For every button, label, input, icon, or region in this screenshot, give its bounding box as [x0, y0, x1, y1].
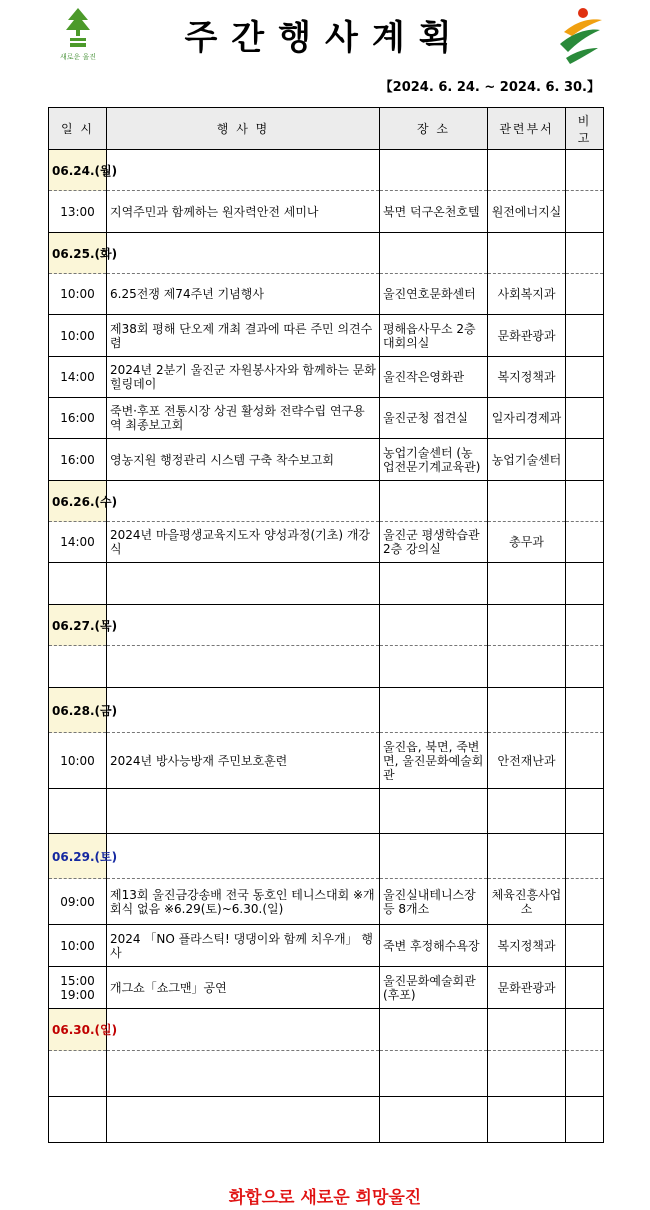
column-header: 관련부서: [488, 108, 566, 150]
note-cell: [566, 925, 604, 967]
event-row: [49, 398, 604, 439]
event-name-cell: 영농지원 행정관리 시스템 구축 착수보고회: [107, 439, 380, 481]
department-cell: 문화관광과: [488, 315, 566, 357]
empty-cell: [488, 688, 566, 733]
note-cell: [566, 398, 604, 439]
date-cell: 06.25.(화): [49, 233, 107, 274]
date-cell: 06.30.(일): [49, 1009, 107, 1051]
time-cell: 16:00: [49, 398, 107, 439]
schedule-period: 【2024. 6. 24. ~ 2024. 6. 30.】: [379, 80, 600, 95]
event-row: [49, 439, 604, 481]
empty-cell: [380, 481, 488, 522]
column-header: 장 소: [380, 108, 488, 150]
note-cell: [566, 274, 604, 315]
empty-cell: [107, 688, 380, 733]
event-name-cell: [107, 563, 380, 605]
logo-slogan: 새로운 울진: [59, 53, 97, 61]
event-name-cell: [107, 646, 380, 688]
column-header: 행 사 명: [107, 108, 380, 150]
note-cell: [566, 357, 604, 398]
table-header-row: [49, 108, 604, 150]
note-cell: [566, 1097, 604, 1143]
footer-slogan: 화합으로 새로운 희망울진: [228, 1188, 422, 1208]
date-row: [49, 834, 604, 879]
department-cell: [488, 789, 566, 834]
empty-cell: [488, 233, 566, 274]
department-cell: 원전에너지실: [488, 191, 566, 233]
place-cell: 울진읍, 북면, 죽변면, 울진문화예술회관: [380, 733, 488, 789]
event-name-cell: 지역주민과 함께하는 원자력안전 세미나: [107, 191, 380, 233]
note-cell: [566, 315, 604, 357]
symbol-mark-icon: [556, 6, 606, 64]
place-cell: [380, 789, 488, 834]
empty-cell: [566, 481, 604, 522]
time-cell: [49, 646, 107, 688]
note-cell: [566, 733, 604, 789]
time-cell: [49, 1051, 107, 1097]
date-row: [49, 605, 604, 646]
time-cell: [49, 563, 107, 605]
event-row: [49, 733, 604, 789]
date-row: [49, 1009, 604, 1051]
department-cell: 총무과: [488, 522, 566, 563]
empty-cell: [566, 688, 604, 733]
place-cell: [380, 1051, 488, 1097]
empty-cell: [107, 605, 380, 646]
event-row: [49, 563, 604, 605]
empty-cell: [488, 1009, 566, 1051]
event-row: [49, 274, 604, 315]
event-name-cell: 개그쇼「쇼그맨」공연: [107, 967, 380, 1009]
event-name-cell: 2024년 마을평생교육지도자 양성과정(기초) 개강식: [107, 522, 380, 563]
department-cell: [488, 646, 566, 688]
time-cell: 10:00: [49, 315, 107, 357]
department-cell: [488, 1051, 566, 1097]
place-cell: 죽변 후정해수욕장: [380, 925, 488, 967]
empty-cell: [488, 834, 566, 879]
note-cell: [566, 522, 604, 563]
place-cell: 북면 덕구온천호텔: [380, 191, 488, 233]
place-cell: 울진군 평생학습관 2층 강의실: [380, 522, 488, 563]
department-cell: 안전재난과: [488, 733, 566, 789]
event-name-cell: 6.25전쟁 제74주년 기념행사: [107, 274, 380, 315]
date-row: [49, 481, 604, 522]
date-row: [49, 233, 604, 274]
place-cell: 울진작은영화관: [380, 357, 488, 398]
empty-cell: [107, 481, 380, 522]
empty-cell: [566, 233, 604, 274]
empty-cell: [380, 150, 488, 191]
empty-cell: [380, 1009, 488, 1051]
empty-cell: [107, 1009, 380, 1051]
note-cell: [566, 1051, 604, 1097]
note-cell: [566, 879, 604, 925]
time-cell: 13:00: [49, 191, 107, 233]
empty-cell: [488, 605, 566, 646]
empty-cell: [488, 481, 566, 522]
event-row: [49, 967, 604, 1009]
note-cell: [566, 967, 604, 1009]
empty-cell: [107, 834, 380, 879]
empty-cell: [566, 605, 604, 646]
place-cell: [380, 646, 488, 688]
department-cell: 복지정책과: [488, 357, 566, 398]
event-row: [49, 789, 604, 834]
event-row: [49, 1097, 604, 1143]
county-symbol-right: [556, 6, 606, 64]
date-row: [49, 150, 604, 191]
time-cell: 10:00: [49, 733, 107, 789]
empty-cell: [380, 233, 488, 274]
date-cell: 06.26.(수): [49, 481, 107, 522]
time-cell: [49, 1097, 107, 1143]
event-row: [49, 357, 604, 398]
note-cell: [566, 646, 604, 688]
note-cell: [566, 789, 604, 834]
time-cell: [49, 789, 107, 834]
event-name-cell: 2024 「NO 플라스틱! 댕댕이와 함께 치우개」 행사: [107, 925, 380, 967]
department-cell: 복지정책과: [488, 925, 566, 967]
note-cell: [566, 191, 604, 233]
place-cell: 울진군청 접견실: [380, 398, 488, 439]
empty-cell: [380, 688, 488, 733]
date-cell: 06.28.(금): [49, 688, 107, 733]
event-name-cell: [107, 1051, 380, 1097]
date-cell: 06.29.(토): [49, 834, 107, 879]
place-cell: 울진문화예술회관 (후포): [380, 967, 488, 1009]
empty-cell: [488, 150, 566, 191]
department-cell: 일자리경제과: [488, 398, 566, 439]
empty-cell: [566, 834, 604, 879]
date-cell: 06.27.(목): [49, 605, 107, 646]
department-cell: 문화관광과: [488, 967, 566, 1009]
place-cell: 울진실내테니스장 등 8개소: [380, 879, 488, 925]
event-row: [49, 879, 604, 925]
department-cell: 사회복지과: [488, 274, 566, 315]
event-name-cell: [107, 1097, 380, 1143]
note-cell: [566, 563, 604, 605]
time-cell: 16:00: [49, 439, 107, 481]
department-cell: 농업기술센터: [488, 439, 566, 481]
note-cell: [566, 439, 604, 481]
time-cell: 14:00: [49, 522, 107, 563]
time-cell: 14:00: [49, 357, 107, 398]
place-cell: 울진연호문화센터: [380, 274, 488, 315]
event-name-cell: 2024년 방사능방재 주민보호훈련: [107, 733, 380, 789]
event-row: [49, 315, 604, 357]
department-cell: [488, 1097, 566, 1143]
event-name-cell: 제38회 평해 단오제 개최 결과에 따른 주민 의견수렴: [107, 315, 380, 357]
event-row: [49, 646, 604, 688]
place-cell: 농업기술센터 (농업전문기계교육관): [380, 439, 488, 481]
place-cell: [380, 563, 488, 605]
event-row: [49, 191, 604, 233]
event-name-cell: 제13회 울진금강송배 전국 동호인 테니스대회 ※개회식 없음 ※6.29(토)~6.30.(일): [107, 879, 380, 925]
empty-cell: [380, 605, 488, 646]
empty-cell: [107, 150, 380, 191]
event-row: [49, 522, 604, 563]
empty-cell: [107, 233, 380, 274]
time-cell: 09:00: [49, 879, 107, 925]
date-row: [49, 688, 604, 733]
department-cell: [488, 563, 566, 605]
event-row: [49, 1051, 604, 1097]
empty-cell: [566, 1009, 604, 1051]
place-cell: 평해읍사무소 2층 대회의실: [380, 315, 488, 357]
empty-cell: [380, 834, 488, 879]
weekly-schedule-table: [48, 107, 604, 1143]
column-header: 비 고: [566, 108, 604, 150]
empty-cell: [566, 150, 604, 191]
event-name-cell: 2024년 2분기 울진군 자원봉사자와 함께하는 문화힐링데이: [107, 357, 380, 398]
event-name-cell: [107, 789, 380, 834]
page-title: 주간행사계획: [184, 18, 466, 58]
time-cell: 10:00: [49, 925, 107, 967]
date-cell: 06.24.(월): [49, 150, 107, 191]
place-cell: [380, 1097, 488, 1143]
department-cell: 체육진흥사업소: [488, 879, 566, 925]
time-cell: 15:00 19:00: [49, 967, 107, 1009]
event-name-cell: 죽변·후포 전통시장 상권 활성화 전략수립 연구용역 최종보고회: [107, 398, 380, 439]
column-header: 일 시: [49, 108, 107, 150]
event-row: [49, 925, 604, 967]
time-cell: 10:00: [49, 274, 107, 315]
